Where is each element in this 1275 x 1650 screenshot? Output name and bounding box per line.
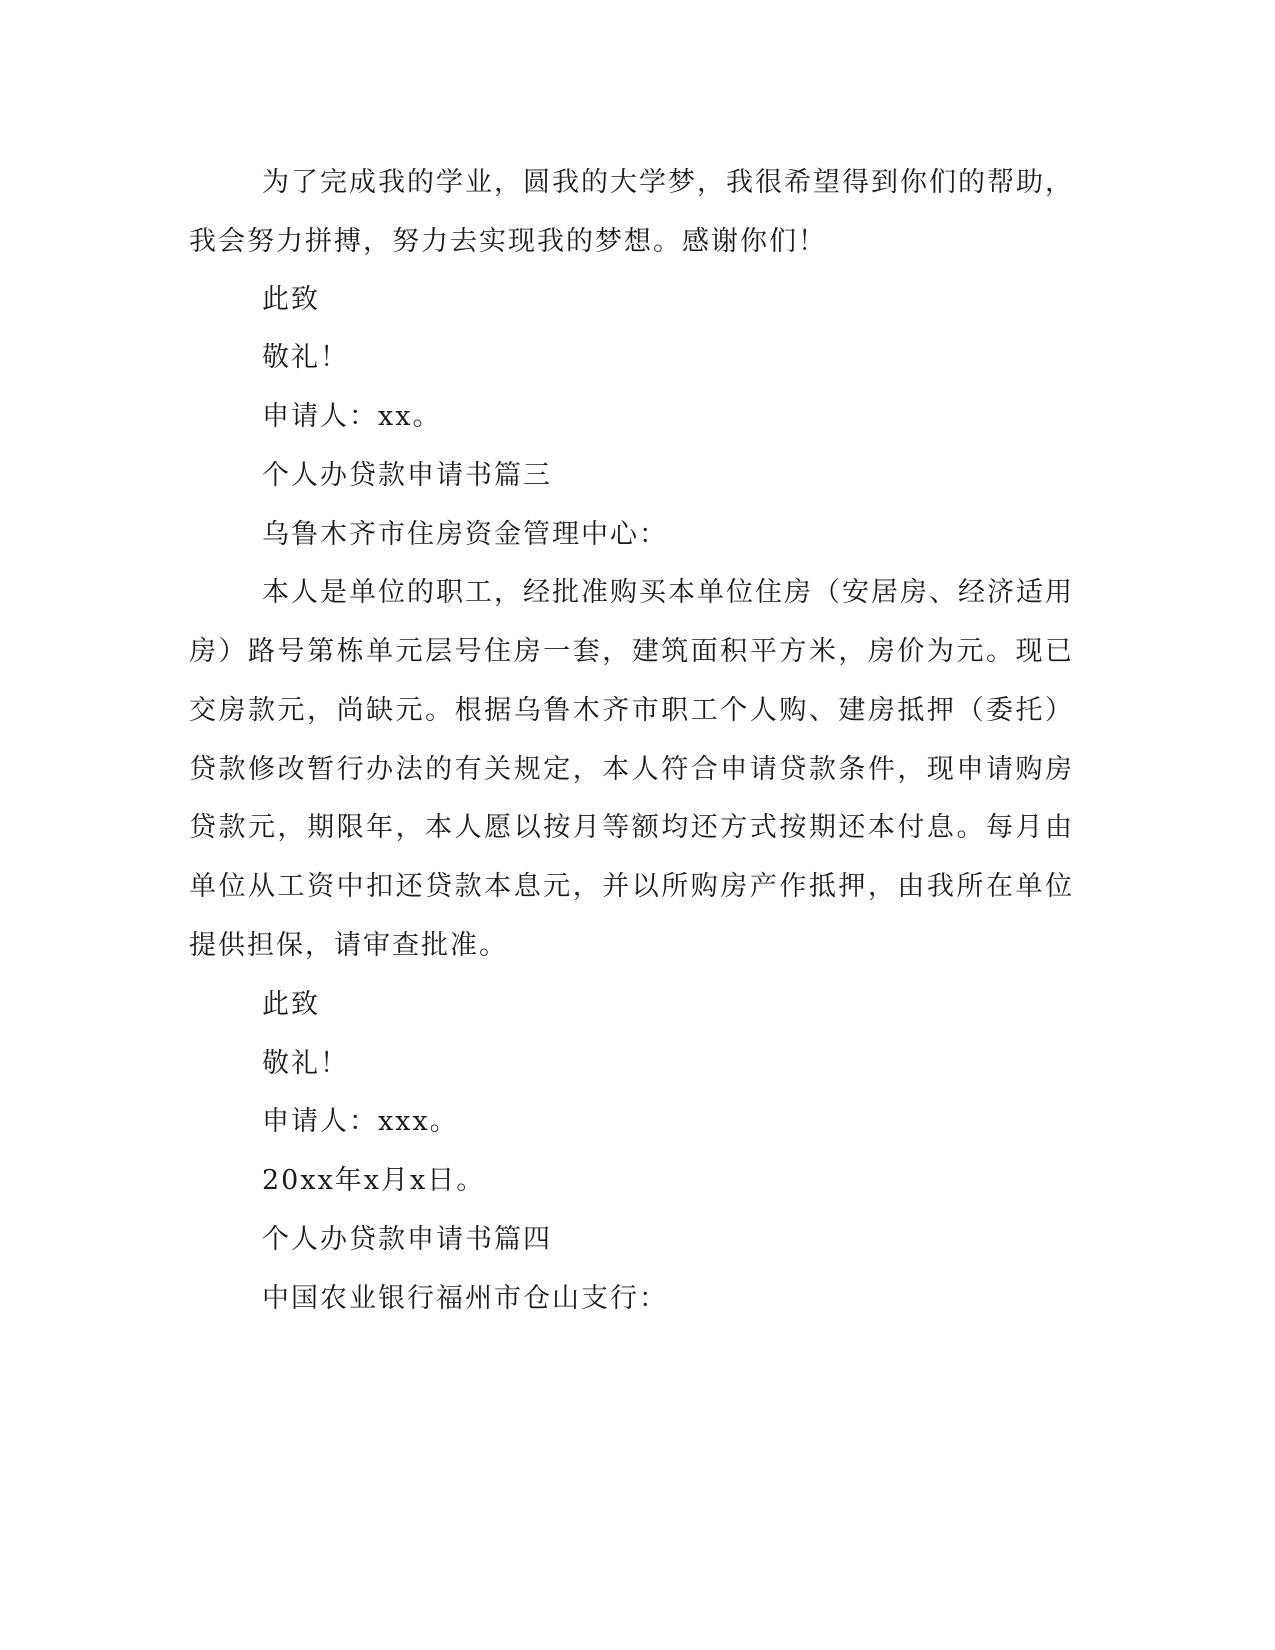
paragraph-line: 为了完成我的学业，圆我的大学梦，我很希望得到你们的帮助， xyxy=(262,167,1074,198)
recipient-line: 乌鲁木齐市住房资金管理中心： xyxy=(262,519,668,550)
recipient-line: 中国农业银行福州市仓山支行： xyxy=(262,1283,668,1314)
closing-salutation: 此致 xyxy=(262,989,320,1020)
section-heading: 个人办贷款申请书篇四 xyxy=(262,1224,552,1255)
paragraph-line: 贷款修改暂行办法的有关规定，本人符合申请贷款条件，现申请购房 xyxy=(189,754,1074,785)
applicant-signature: 申请人：xxx。 xyxy=(262,1106,459,1137)
paragraph-line: 我会努力拼搏，努力去实现我的梦想。感谢你们！ xyxy=(189,226,827,257)
closing-salutation: 此致 xyxy=(262,284,320,315)
applicant-signature: 申请人：xx。 xyxy=(262,401,442,432)
paragraph-line: 单位从工资中扣还贷款本息元，并以所购房产作抵押，由我所在单位 xyxy=(189,871,1074,902)
paragraph-line: 提供担保，请审查批准。 xyxy=(189,930,508,961)
closing-respects: 敬礼！ xyxy=(262,342,349,373)
paragraph-line: 房）路号第栋单元层号住房一套，建筑面积平方米，房价为元。现已 xyxy=(189,636,1074,667)
closing-respects: 敬礼！ xyxy=(262,1048,349,1079)
paragraph-line: 贷款元，期限年，本人愿以按月等额均还方式按期还本付息。每月由 xyxy=(189,812,1074,843)
paragraph-line: 本人是单位的职工，经批准购买本单位住房（安居房、经济适用 xyxy=(262,577,1074,608)
paragraph-line: 交房款元，尚缺元。根据乌鲁木齐市职工个人购、建房抵押（委托） xyxy=(189,695,1074,726)
section-heading: 个人办贷款申请书篇三 xyxy=(262,460,552,491)
date-line: 20xx年x月x日。 xyxy=(262,1165,486,1196)
